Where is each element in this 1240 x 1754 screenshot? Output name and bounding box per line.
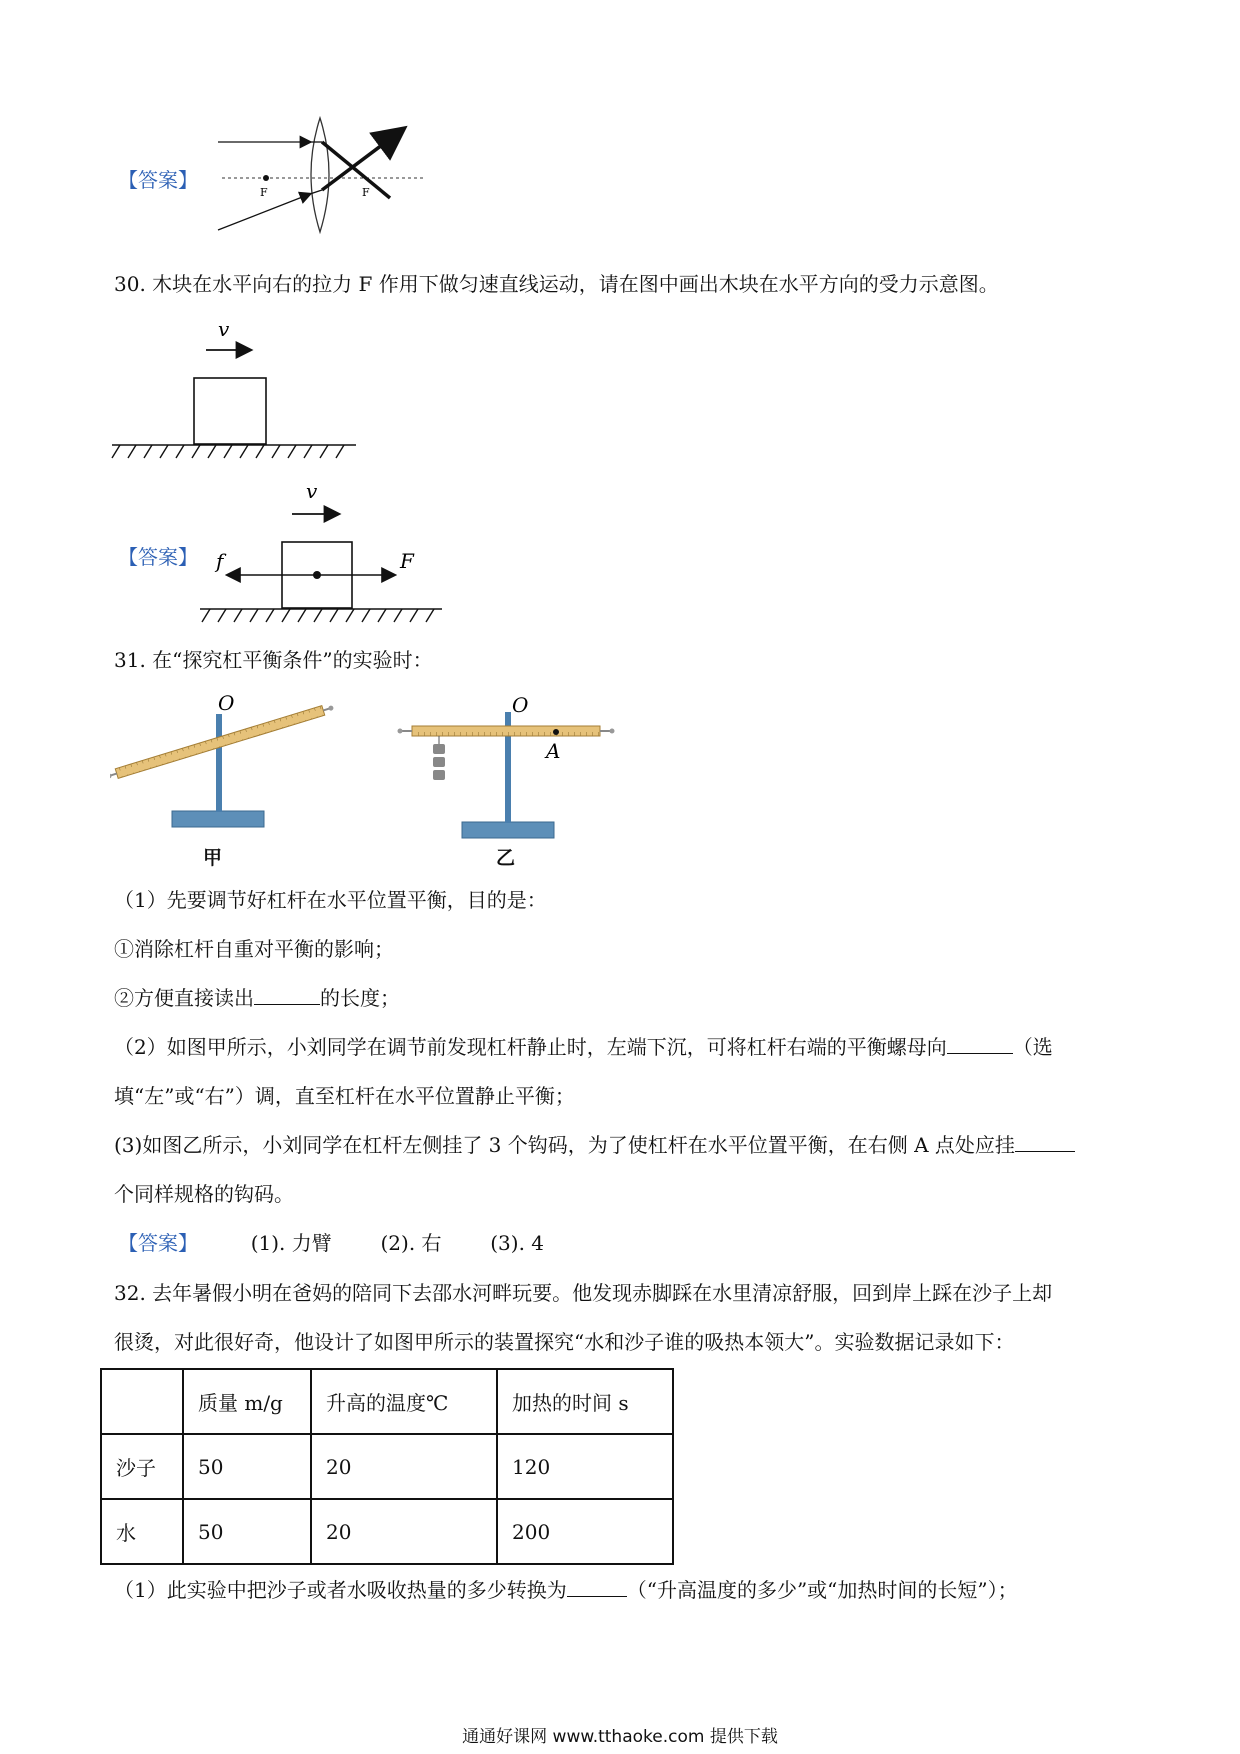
q31-p2-line2: 填“左”或“右”）调，直至杠杆在水平位置静止平衡； — [114, 1084, 575, 1108]
table-cell: 沙子 — [101, 1434, 183, 1499]
answer-velocity-label: v — [306, 480, 318, 503]
fig-label-jia: 甲 — [203, 847, 223, 869]
q31-p1a: ①消除杠杆自重对平衡的影响； — [114, 937, 394, 961]
lens-ray-diagram — [210, 112, 430, 237]
table-cell: 20 — [311, 1499, 497, 1564]
blank-3 — [1015, 1133, 1075, 1152]
pivot-label-jia: O — [218, 691, 235, 715]
lever-figure-jia — [110, 686, 340, 836]
pivot-label-yi: O — [512, 693, 529, 717]
q30-text — [114, 272, 999, 296]
fig-label-yi: 乙 — [496, 847, 516, 869]
page-footer: 通通好课网 www.tthaoke.com 提供下载 — [462, 1727, 778, 1747]
q30-body: 木块在水平向右的拉力 F 作用下做匀速直线运动，请在图中画出木块在水平方向的受力示意图。 — [152, 272, 999, 296]
table-header-cell: 加热的时间 s — [497, 1369, 673, 1434]
lever-figure-yi — [394, 692, 624, 842]
q31-p1: （1）先要调节好杠杆在水平位置平衡，目的是： — [114, 888, 547, 912]
q32-p1-before: （1）此实验中把沙子或者水吸收热量的多少转换为 — [114, 1578, 567, 1602]
q31-p2-before: （2）如图甲所示，小刘同学在调节前发现杠杆静止时，左端下沉，可将杠杆右端的平衡螺母向 — [114, 1035, 947, 1059]
q31-answer-line — [118, 1231, 544, 1255]
answer-tag-q31: 【答案】 — [118, 1231, 198, 1255]
table-header-cell — [101, 1369, 183, 1434]
q32-p1-after: （“升高温度的多少”或“加热时间的长短”）； — [626, 1578, 1018, 1602]
q31-p3-line2: 个同样规格的钩码。 — [114, 1182, 294, 1206]
table-cell: 50 — [183, 1434, 311, 1499]
answer-tag-q30: 【答案】 — [118, 545, 198, 569]
q31-p3-before: (3)如图乙所示，小刘同学在杠杆左侧挂了 3 个钩码，为了使杠杆在水平位置平衡，在右侧 A 点处应挂 — [114, 1133, 1015, 1157]
focus-label-left: F — [260, 186, 268, 199]
q31-p2-line1 — [114, 1035, 1053, 1059]
q32-data-table — [100, 1368, 674, 1565]
q31-answer-2: (2). 右 — [380, 1231, 442, 1255]
velocity-label: v — [218, 318, 230, 341]
answer-tag-lens: 【答案】 — [118, 168, 198, 192]
q31-body: 在“探究杠平衡条件”的实验时： — [152, 648, 433, 672]
q30-number: 30. — [114, 272, 146, 296]
q32-line2: 很烫，对此很好奇，他设计了如图甲所示的装置探究“水和沙子谁的吸热本领大”。实验数据记录如下： — [114, 1330, 1015, 1354]
q31-number: 31. — [114, 648, 146, 672]
q31-p1b — [114, 986, 400, 1010]
focus-label-right: F — [362, 186, 370, 199]
q31-answer-1: (1). 力臂 — [250, 1231, 332, 1255]
q32-p1 — [114, 1578, 1018, 1602]
blank-1 — [254, 986, 320, 1005]
q31-p2-after: （选 — [1012, 1035, 1053, 1059]
q31-p3-line1 — [114, 1133, 1075, 1157]
q31-p1b-before: ②方便直接读出 — [114, 986, 254, 1010]
table-cell: 120 — [497, 1434, 673, 1499]
q31-answer-3: (3). 4 — [490, 1231, 545, 1255]
table-row — [101, 1499, 673, 1564]
table-cell: 200 — [497, 1499, 673, 1564]
q31-p1b-after: 的长度； — [320, 986, 400, 1010]
friction-label: f — [216, 549, 224, 573]
force-label: F — [400, 549, 414, 573]
table-header-row — [101, 1369, 673, 1434]
q32-line1-body: 去年暑假小明在爸妈的陪同下去邵水河畔玩要。他发现赤脚踩在水里清凉舒服，回到岸上踩在沙子上却 — [152, 1281, 1053, 1305]
q31-text — [114, 648, 433, 672]
blank-2 — [947, 1035, 1013, 1054]
q32-line1 — [114, 1281, 1052, 1305]
blank-4 — [567, 1578, 627, 1597]
table-header-cell: 质量 m/g — [183, 1369, 311, 1434]
q32-number: 32. — [114, 1281, 146, 1305]
table-cell: 50 — [183, 1499, 311, 1564]
q30-answer-figure — [196, 480, 456, 628]
q30-block-figure — [110, 318, 360, 468]
table-header-cell: 升高的温度℃ — [311, 1369, 497, 1434]
table-row — [101, 1434, 673, 1499]
table-cell: 水 — [101, 1499, 183, 1564]
table-cell: 20 — [311, 1434, 497, 1499]
point-a-label: A — [546, 739, 561, 763]
